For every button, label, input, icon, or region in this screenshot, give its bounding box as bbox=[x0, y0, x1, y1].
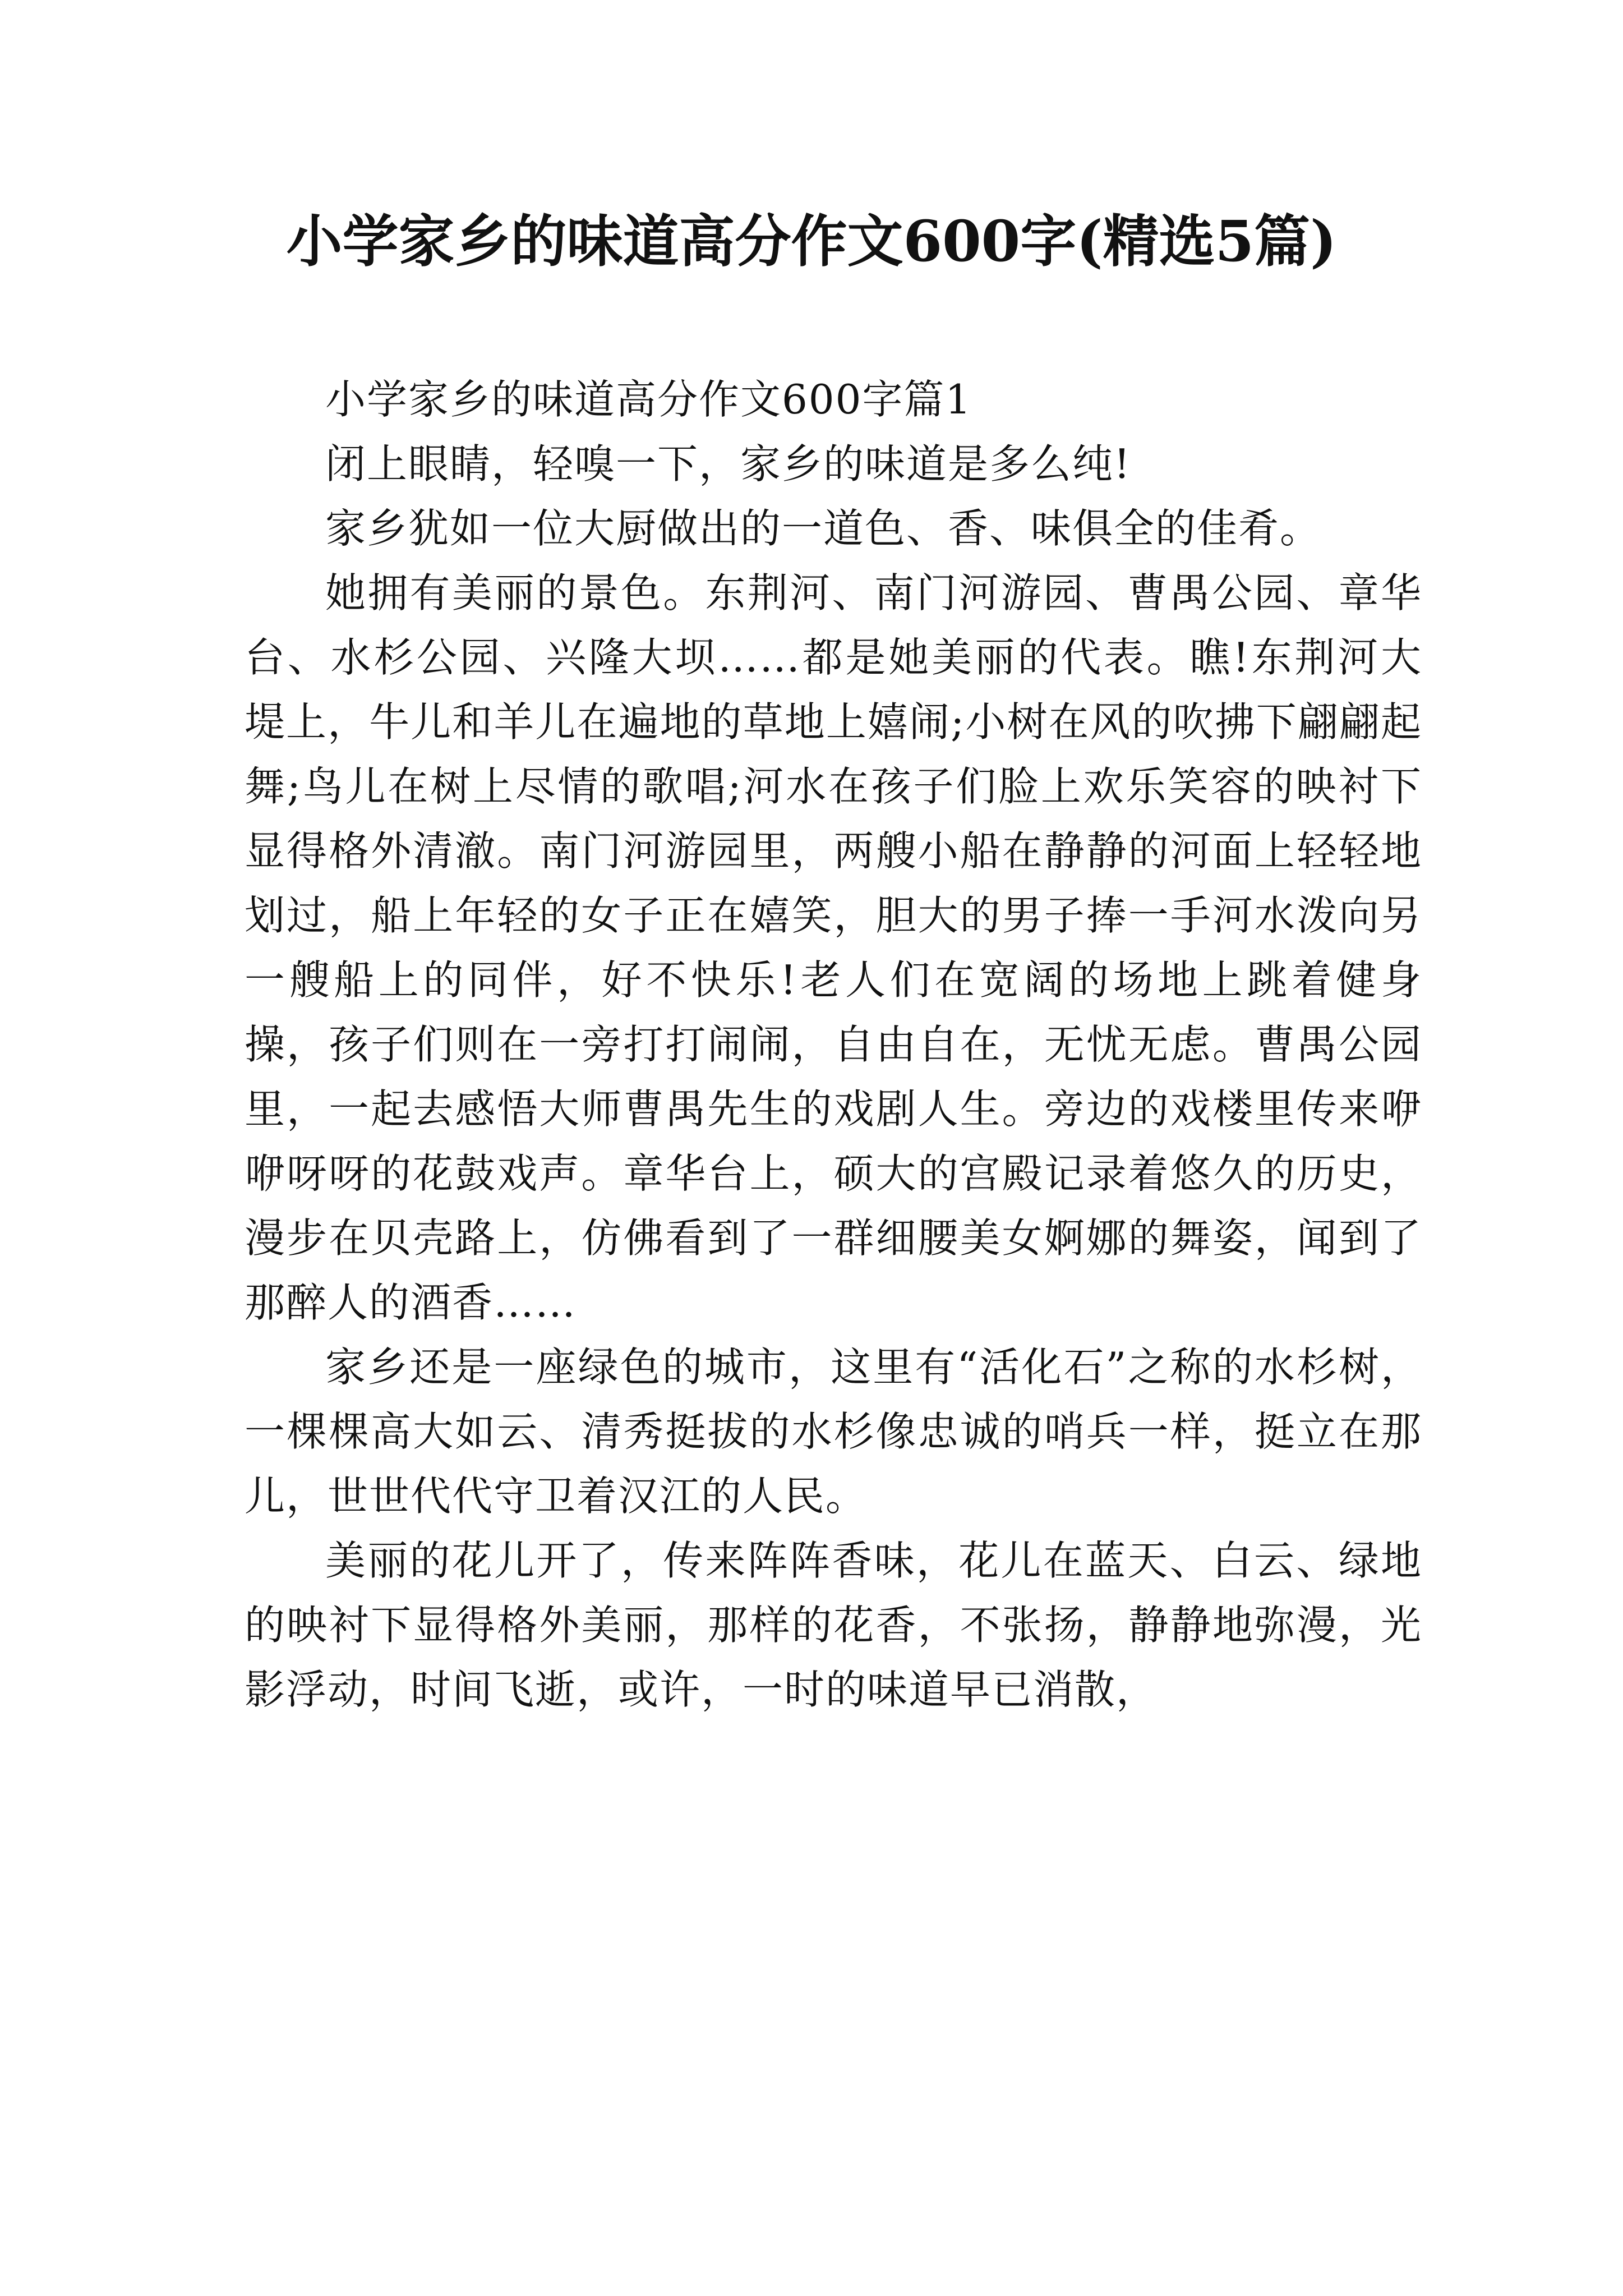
paragraph: 家乡还是一座绿色的城市，这里有“活化石”之称的水杉树，一棵棵高大如云、清秀挺拔的水杉像忠诚的哨兵一样，挺立在那儿，世世代代守卫着汉江的人民。 bbox=[245, 1343, 1422, 1520]
paragraph: 美丽的花儿开了，传来阵阵香味，花儿在蓝天、白云、绿地的映衬下显得格外美丽，那样的花香，不张扬，静静地弥漫，光影浮动，时间飞逝，或许，一时的味道早已消散， bbox=[245, 1537, 1422, 1713]
paragraph: 闭上眼睛，轻嗅一下，家乡的味道是多么纯! bbox=[325, 440, 1131, 487]
paragraph: 家乡犹如一位大厨做出的一道色、香、味俱全的佳肴。 bbox=[325, 505, 1322, 552]
paragraph: 她拥有美丽的景色。东荆河、南门河游园、曹禺公园、章华台、水杉公园、兴隆大坝……都是她美丽的代表。瞧!东荆河大堤上，牛儿和羊儿在遍地的草地上嬉闹;小树在风的吹拂下翩翩起舞;鸟儿在树上尽情的歌唱;河水在孩子们脸上欢乐笑容的映衬下显得格外清澈。南门河游园里，两艘小船在静静的河面上轻轻地划过，船上年轻的女子正在嬉笑，胆大的男子捧一手河水泼向另一艘船上的同伴，好不快乐!老人们在宽阔的场地上跳着健身操，孩子们则在一旁打打闹闹，自由自在，无忧无虑。曹禺公园里，一起去感悟大师曹禺先生的戏剧人生。旁边的戏楼里传来咿咿呀呀的花鼓戏声。章华台上，硕大的宫殿记录着悠久的历史，漫步在贝壳路上，仿佛看到了一群细腰美女婀娜的舞姿，闻到了那醉人的酒香…… bbox=[245, 569, 1422, 1326]
document-body bbox=[245, 367, 1422, 1722]
section-heading: 小学家乡的味道高分作文600字篇1 bbox=[325, 376, 972, 423]
document-title: 小学家乡的味道高分作文600字(精选5篇) bbox=[286, 208, 1337, 274]
